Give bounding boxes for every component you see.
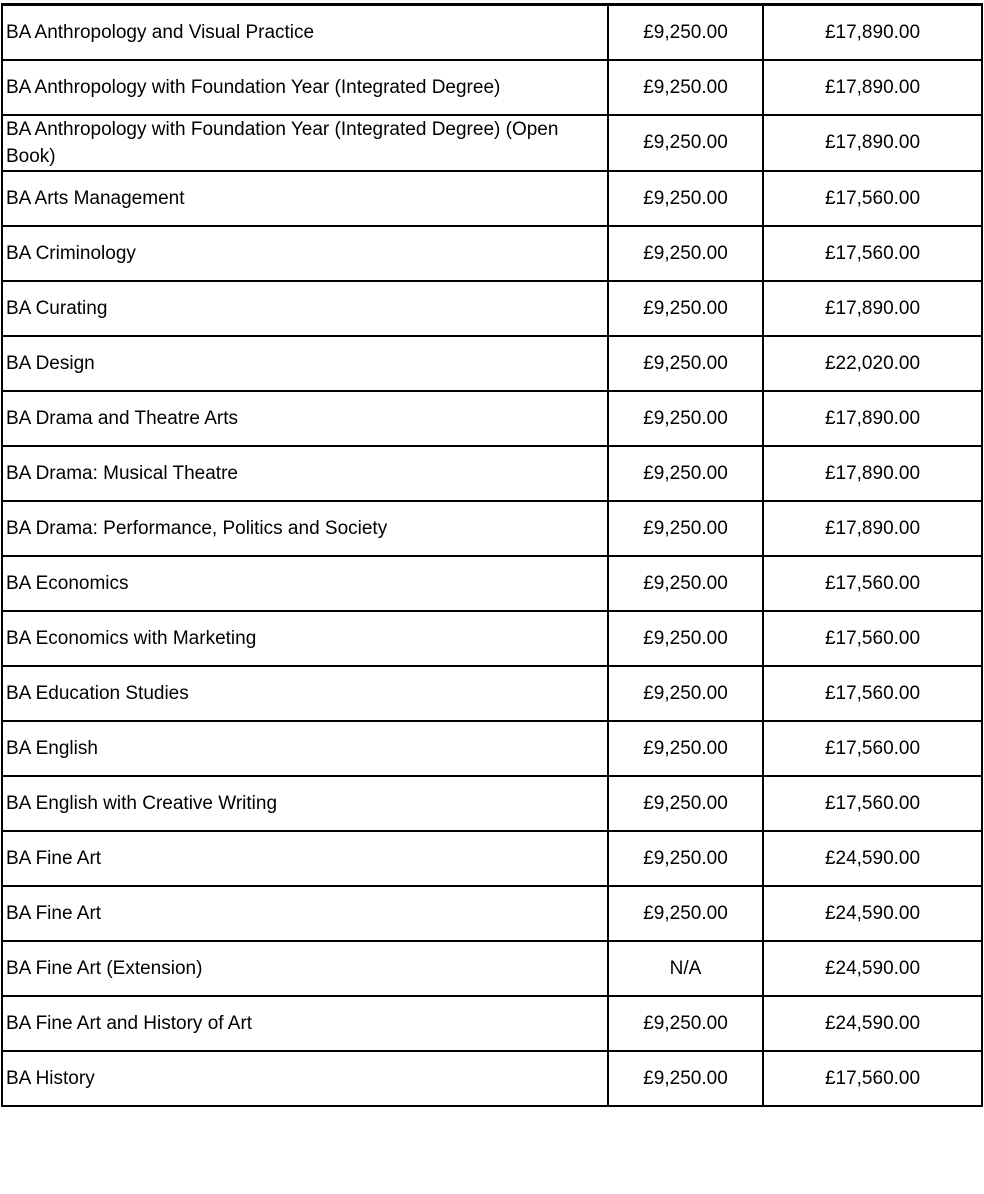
course-name-cell: BA Fine Art [2,886,608,941]
international-fee-cell: £24,590.00 [763,886,982,941]
course-name-cell: BA Criminology [2,226,608,281]
course-name-cell: BA History [2,1051,608,1106]
international-fee-cell: £17,890.00 [763,115,982,171]
table-row [2,115,982,171]
home-fee-cell: £9,250.00 [608,556,763,611]
international-fee-cell: £17,890.00 [763,60,982,115]
fees-table-body [2,5,982,1106]
course-name-cell: BA Anthropology and Visual Practice [2,5,608,60]
home-fee-cell: £9,250.00 [608,831,763,886]
table-row [2,666,982,721]
course-name-cell: BA Anthropology with Foundation Year (Integrated Degree) (Open Book) [2,115,608,171]
home-fee-cell: £9,250.00 [608,226,763,281]
home-fee-cell: £9,250.00 [608,776,763,831]
home-fee-cell: £9,250.00 [608,281,763,336]
table-row [2,501,982,556]
international-fee-cell: £17,560.00 [763,666,982,721]
international-fee-cell: £17,560.00 [763,1051,982,1106]
home-fee-cell: N/A [608,941,763,996]
course-name-cell: BA Anthropology with Foundation Year (Integrated Degree) [2,60,608,115]
table-row [2,226,982,281]
international-fee-cell: £17,890.00 [763,391,982,446]
home-fee-cell: £9,250.00 [608,611,763,666]
international-fee-cell: £17,890.00 [763,281,982,336]
table-row [2,446,982,501]
table-row [2,281,982,336]
course-name-cell: BA Arts Management [2,171,608,226]
international-fee-cell: £24,590.00 [763,831,982,886]
international-fee-cell: £17,560.00 [763,721,982,776]
table-row [2,886,982,941]
course-name-cell: BA Drama: Performance, Politics and Society [2,501,608,556]
home-fee-cell: £9,250.00 [608,60,763,115]
home-fee-cell: £9,250.00 [608,666,763,721]
international-fee-cell: £22,020.00 [763,336,982,391]
course-name-cell: BA Curating [2,281,608,336]
home-fee-cell: £9,250.00 [608,721,763,776]
table-row [2,941,982,996]
home-fee-cell: £9,250.00 [608,886,763,941]
home-fee-cell: £9,250.00 [608,501,763,556]
course-name-cell: BA Economics [2,556,608,611]
home-fee-cell: £9,250.00 [608,171,763,226]
table-row [2,171,982,226]
international-fee-cell: £17,560.00 [763,776,982,831]
home-fee-cell: £9,250.00 [608,1051,763,1106]
course-name-cell: BA Design [2,336,608,391]
course-name-cell: BA English [2,721,608,776]
table-row [2,611,982,666]
course-name-cell: BA Fine Art (Extension) [2,941,608,996]
home-fee-cell: £9,250.00 [608,446,763,501]
fees-table [1,3,983,1107]
international-fee-cell: £17,560.00 [763,611,982,666]
international-fee-cell: £17,890.00 [763,5,982,60]
table-row [2,336,982,391]
home-fee-cell: £9,250.00 [608,5,763,60]
course-name-cell: BA Economics with Marketing [2,611,608,666]
home-fee-cell: £9,250.00 [608,391,763,446]
table-row [2,60,982,115]
course-name-cell: BA Drama and Theatre Arts [2,391,608,446]
table-row [2,391,982,446]
course-name-cell: BA Fine Art and History of Art [2,996,608,1051]
course-name-cell: BA Education Studies [2,666,608,721]
table-row [2,831,982,886]
table-row [2,5,982,60]
international-fee-cell: £17,560.00 [763,171,982,226]
home-fee-cell: £9,250.00 [608,336,763,391]
international-fee-cell: £17,560.00 [763,556,982,611]
international-fee-cell: £17,890.00 [763,446,982,501]
course-name-cell: BA Drama: Musical Theatre [2,446,608,501]
international-fee-cell: £17,560.00 [763,226,982,281]
home-fee-cell: £9,250.00 [608,996,763,1051]
table-row [2,776,982,831]
table-row [2,721,982,776]
home-fee-cell: £9,250.00 [608,115,763,171]
international-fee-cell: £24,590.00 [763,996,982,1051]
table-row [2,1051,982,1106]
table-row [2,556,982,611]
course-name-cell: BA English with Creative Writing [2,776,608,831]
course-name-cell: BA Fine Art [2,831,608,886]
table-row [2,996,982,1051]
international-fee-cell: £17,890.00 [763,501,982,556]
international-fee-cell: £24,590.00 [763,941,982,996]
